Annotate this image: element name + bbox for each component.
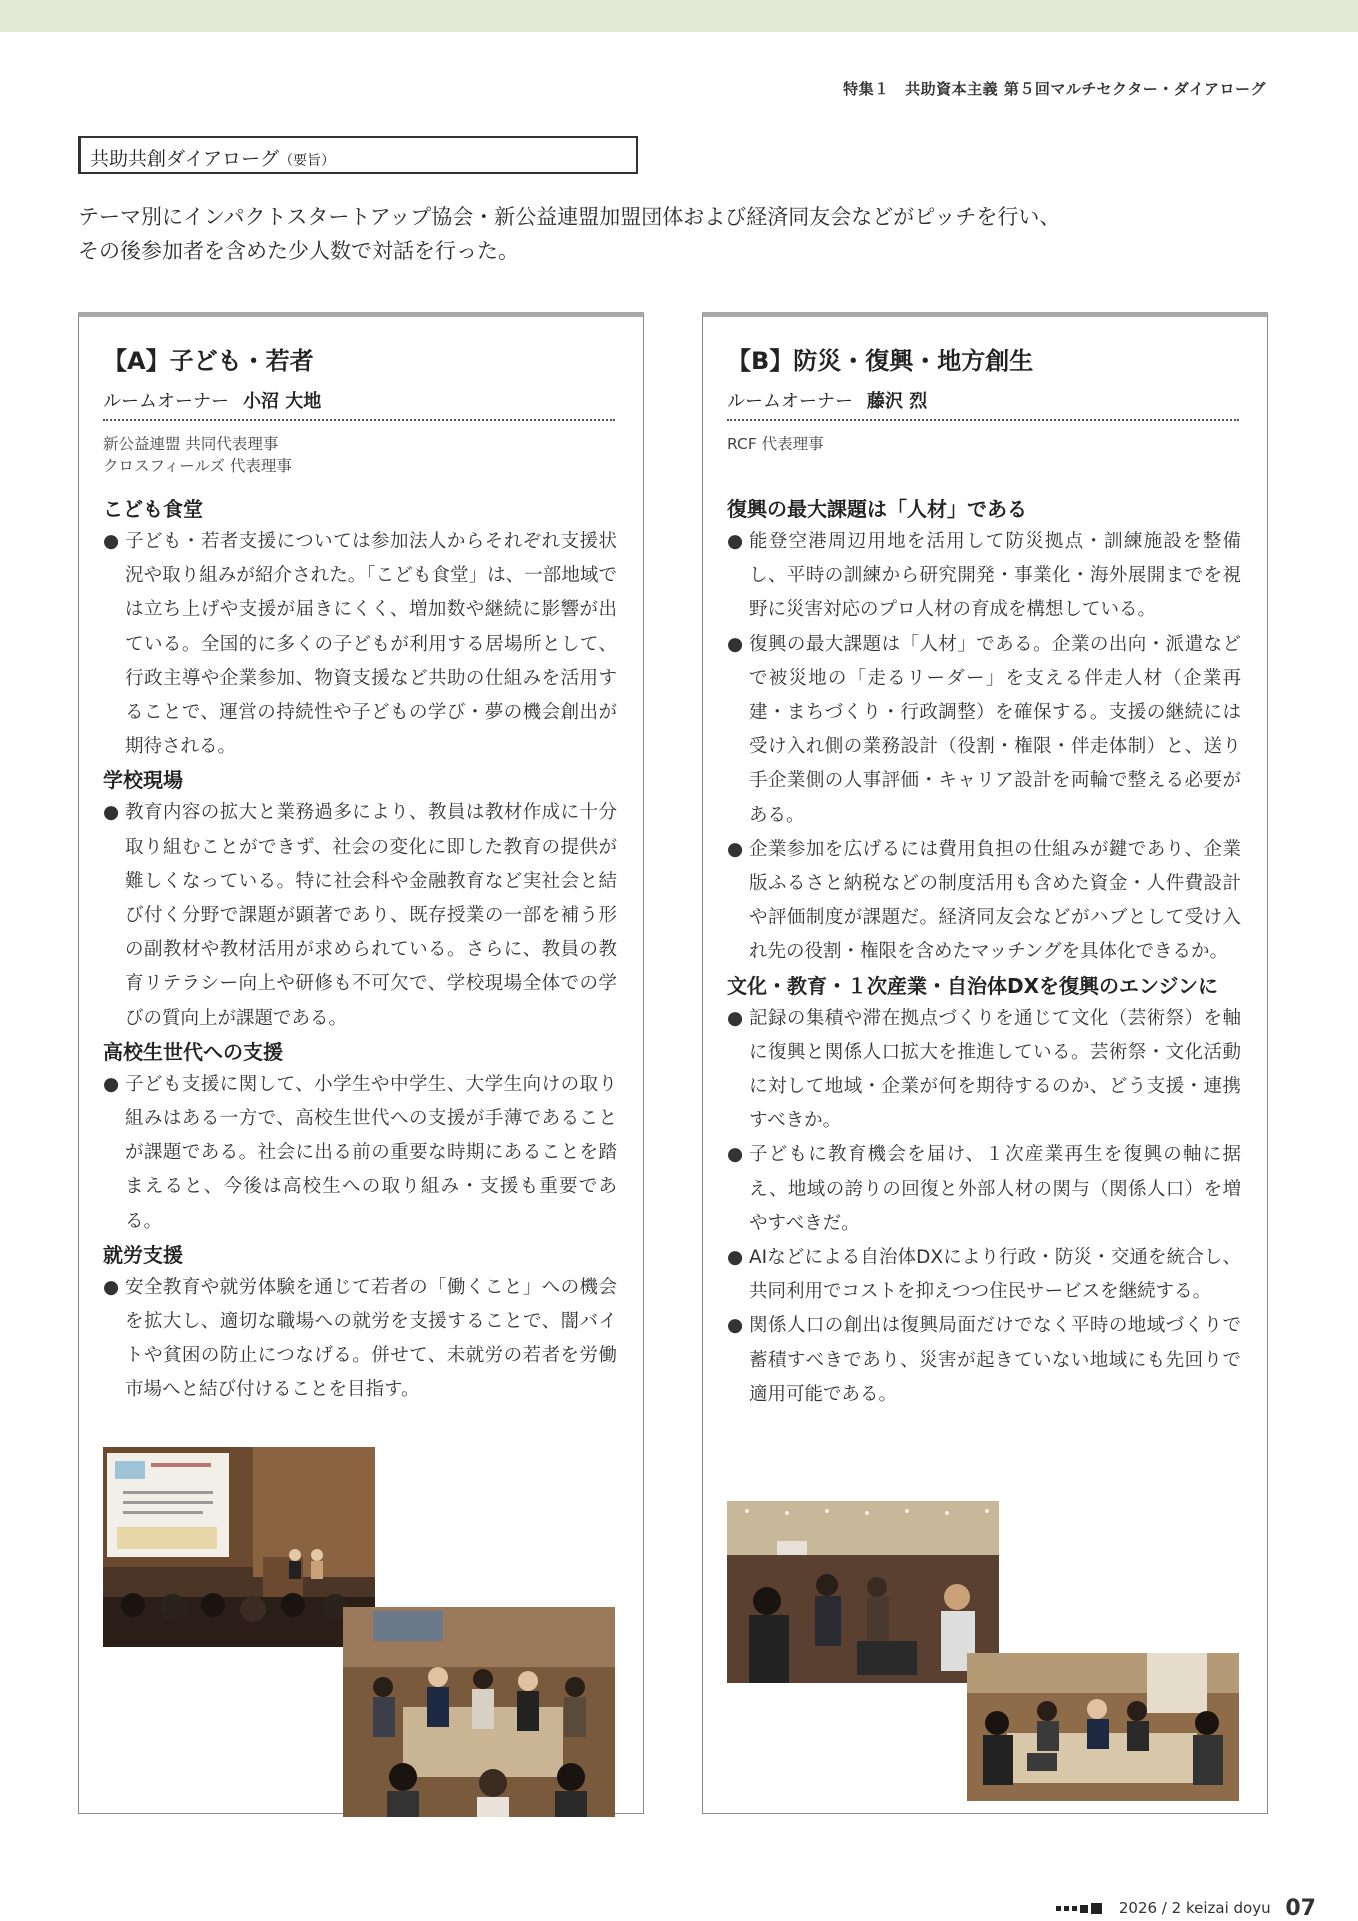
room-a-affiliation [103,433,292,477]
room-a-affil-1: 新公益連盟 共同代表理事 [103,435,279,453]
intro-line-1: テーマ別にインパクトスタートアップ協会・新公益連盟加盟団体および経済同友会などがピッチを行い、 [78,205,1061,229]
bullet-dot-icon: ● [727,1247,744,1269]
bullet-text: AIなどによる自治体DXにより行政・防災・交通を統合し、共同利用でコストを抑えつつ住民サービスを継続する。 [749,1247,1241,1303]
top-color-band [0,0,1358,32]
room-b-owner [727,387,927,413]
bullet-dot-icon: ● [103,802,120,824]
room-a-bullet [103,1068,617,1239]
photo-group-discussion [343,1607,615,1817]
section-title-box [78,136,640,176]
room-b-bullet [727,833,1241,970]
intro-line-2: その後参加者を含めた少人数で対話を行った。 [78,239,519,263]
room-b-content [727,493,1241,1412]
room-a-content [103,493,617,1408]
bullet-text: 企業参加を広げるには費用負担の仕組みが鍵であり、企業版ふるさと納税などの制度活用も含めた資金・人件費設計や評価制度が課題だ。経済同友会などがハブとして受け入れ先の役割・権限を含めたマッチングを具体化できるか。 [749,838,1241,963]
room-a-owner [103,387,321,413]
section-title-sub: （要旨） [279,153,336,169]
section-title [90,144,335,171]
room-a-affil-2: クロスフィールズ 代表理事 [103,457,292,475]
bullet-dot-icon: ● [727,838,744,860]
bullet-text: 子ども支援に関して、小学生や中学生、大学生向けの取り組みはある一方で、高校生世代への支援が手薄であることが課題である。社会に出る前の重要な時期にあることを踏まえると、今後は高校生への取り組み・支援も重要である。 [125,1073,617,1232]
room-panel-b [702,312,1268,1814]
room-b-affil-1: RCF 代表理事 [727,435,824,453]
room-a-title: 【A】子ども・若者 [103,347,314,375]
bullet-dot-icon: ● [727,531,744,552]
bullet-text: 能登空港周辺用地を活用して防災拠点・訓練施設を整備し、平時の訓練から研究開発・事業化・海外展開までを視野に災害対応のプロ人材の育成を構想している。 [749,531,1241,621]
room-b-bullet [727,1309,1241,1412]
footer-square-icon [1072,1906,1077,1911]
room-a-heading: 高校生世代への支援 [103,1039,283,1064]
room-b-owner-name: 藤沢 烈 [867,391,928,412]
bullet-text: 子ども・若者支援については参加法人からそれぞれ支援状況や取り組みが紹介された。「こども食堂」は、一部地域では立ち上げや支援が届きにくく、増加数や継続に影響が出ている。全国的に多くの子どもが利用する居場所として、行政主導や企業参加、物資支援など共助の仕組みを活用することで、運営の持続性や子どもの学び・夢の機会創出が期待される。 [125,531,617,758]
running-header: 特集１ 共助資本主義 第５回マルチセクター・ダイアローグ [843,80,1266,98]
photo-table-discussion [967,1653,1239,1801]
bullet-dot-icon: ● [727,1007,744,1029]
room-panel-a [78,312,644,1814]
room-a-owner-name: 小沼 大地 [243,391,322,412]
room-b-affiliation [727,433,824,455]
bullet-text: 記録の集積や滞在拠点づくりを通じて文化（芸術祭）を軸に復興と関係人口拡大を推進している。芸術祭・文化活動に対して地域・企業が何を期待するのか、どう支援・連携すべきか。 [749,1007,1241,1132]
room-a-bullet [103,1271,617,1408]
bullet-text: 子どもに教育機会を届け、１次産業再生を復興の軸に据え、地域の誇りの回復と外部人材の関与（関係人口）を増やすべきだ。 [749,1144,1241,1234]
photo-hall-discussion [727,1501,999,1683]
photo-presentation [103,1447,375,1647]
page-number: 07 [1285,1896,1316,1921]
bullet-text: 関係人口の創出は復興局面だけでなく平時の地域づくりで蓄積すべきであり、災害が起きていない地域にも先回りで適用可能である。 [749,1315,1241,1405]
room-b-bullet [727,1138,1241,1241]
intro-paragraph [78,200,1278,268]
bullet-dot-icon: ● [727,633,744,655]
footer-square-icon [1064,1906,1069,1911]
footer-square-icon [1080,1905,1088,1913]
room-a-bullet [103,796,617,1035]
bullet-dot-icon: ● [727,1315,744,1337]
footer-square-icon [1091,1903,1102,1914]
room-a-owner-label: ルームオーナー [103,391,229,412]
room-b-owner-label: ルームオーナー [727,391,853,412]
footer-square-icon [1056,1906,1061,1911]
room-a-bullet [103,525,617,764]
bullet-text: 教育内容の拡大と業務過多により、教員は教材作成に十分取り組むことができず、社会の変化に即した教育の提供が難しくなっている。特に社会科や金融教育など実社会と結び付く分野で課題が顕著であり、既存授業の一部を補う形の副教材や教材活用が求められている。さらに、教員の教育リテラシー向上や研修も不可欠で、学校現場全体での学びの質向上が課題である。 [125,802,617,1029]
bullet-text: 安全教育や就労体験を通じて若者の「働くこと」への機会を拡大し、適切な職場への就労を支援することで、闇バイトや貧困の防止につなげる。併せて、未就労の若者を労働市場へと結び付けることを目指す。 [125,1276,617,1401]
room-b-divider [727,419,1239,421]
bullet-dot-icon: ● [727,1144,744,1166]
section-title-main: 共助共創ダイアローグ [90,148,280,170]
bullet-dot-icon: ● [103,1276,120,1298]
room-b-bullet [727,1002,1241,1139]
footer-magazine: keizai doyu [1185,1899,1271,1917]
bullet-dot-icon: ● [103,531,120,552]
room-b-bullet [727,1241,1241,1309]
page-footer [1056,1896,1316,1921]
room-b-title: 【B】防災・復興・地方創生 [727,347,1034,375]
room-b-heading: 復興の最大課題は「人材」である [727,497,1027,521]
bullet-dot-icon: ● [103,1073,120,1095]
room-a-heading: 就労支援 [103,1242,183,1267]
room-b-bullet [727,628,1241,833]
footer-issue: 2026 / 2 [1118,1899,1182,1917]
room-a-heading: こども食堂 [103,497,203,521]
room-b-bullet [727,525,1241,628]
room-a-heading: 学校現場 [103,768,183,793]
room-a-divider [103,419,615,421]
room-b-heading: 文化・教育・１次産業・自治体DXを復興のエンジンに [727,973,1219,998]
bullet-text: 復興の最大課題は「人材」である。企業の出向・派遣などで被災地の「走るリーダー」を支える伴走人材（企業再建・まちづくり・行政調整）を確保する。支援の継続には受け入れ側の業務設計（役割・権限・伴走体制）と、送り手企業側の人事評価・キャリア設計を両輪で整える必要がある。 [749,633,1241,826]
